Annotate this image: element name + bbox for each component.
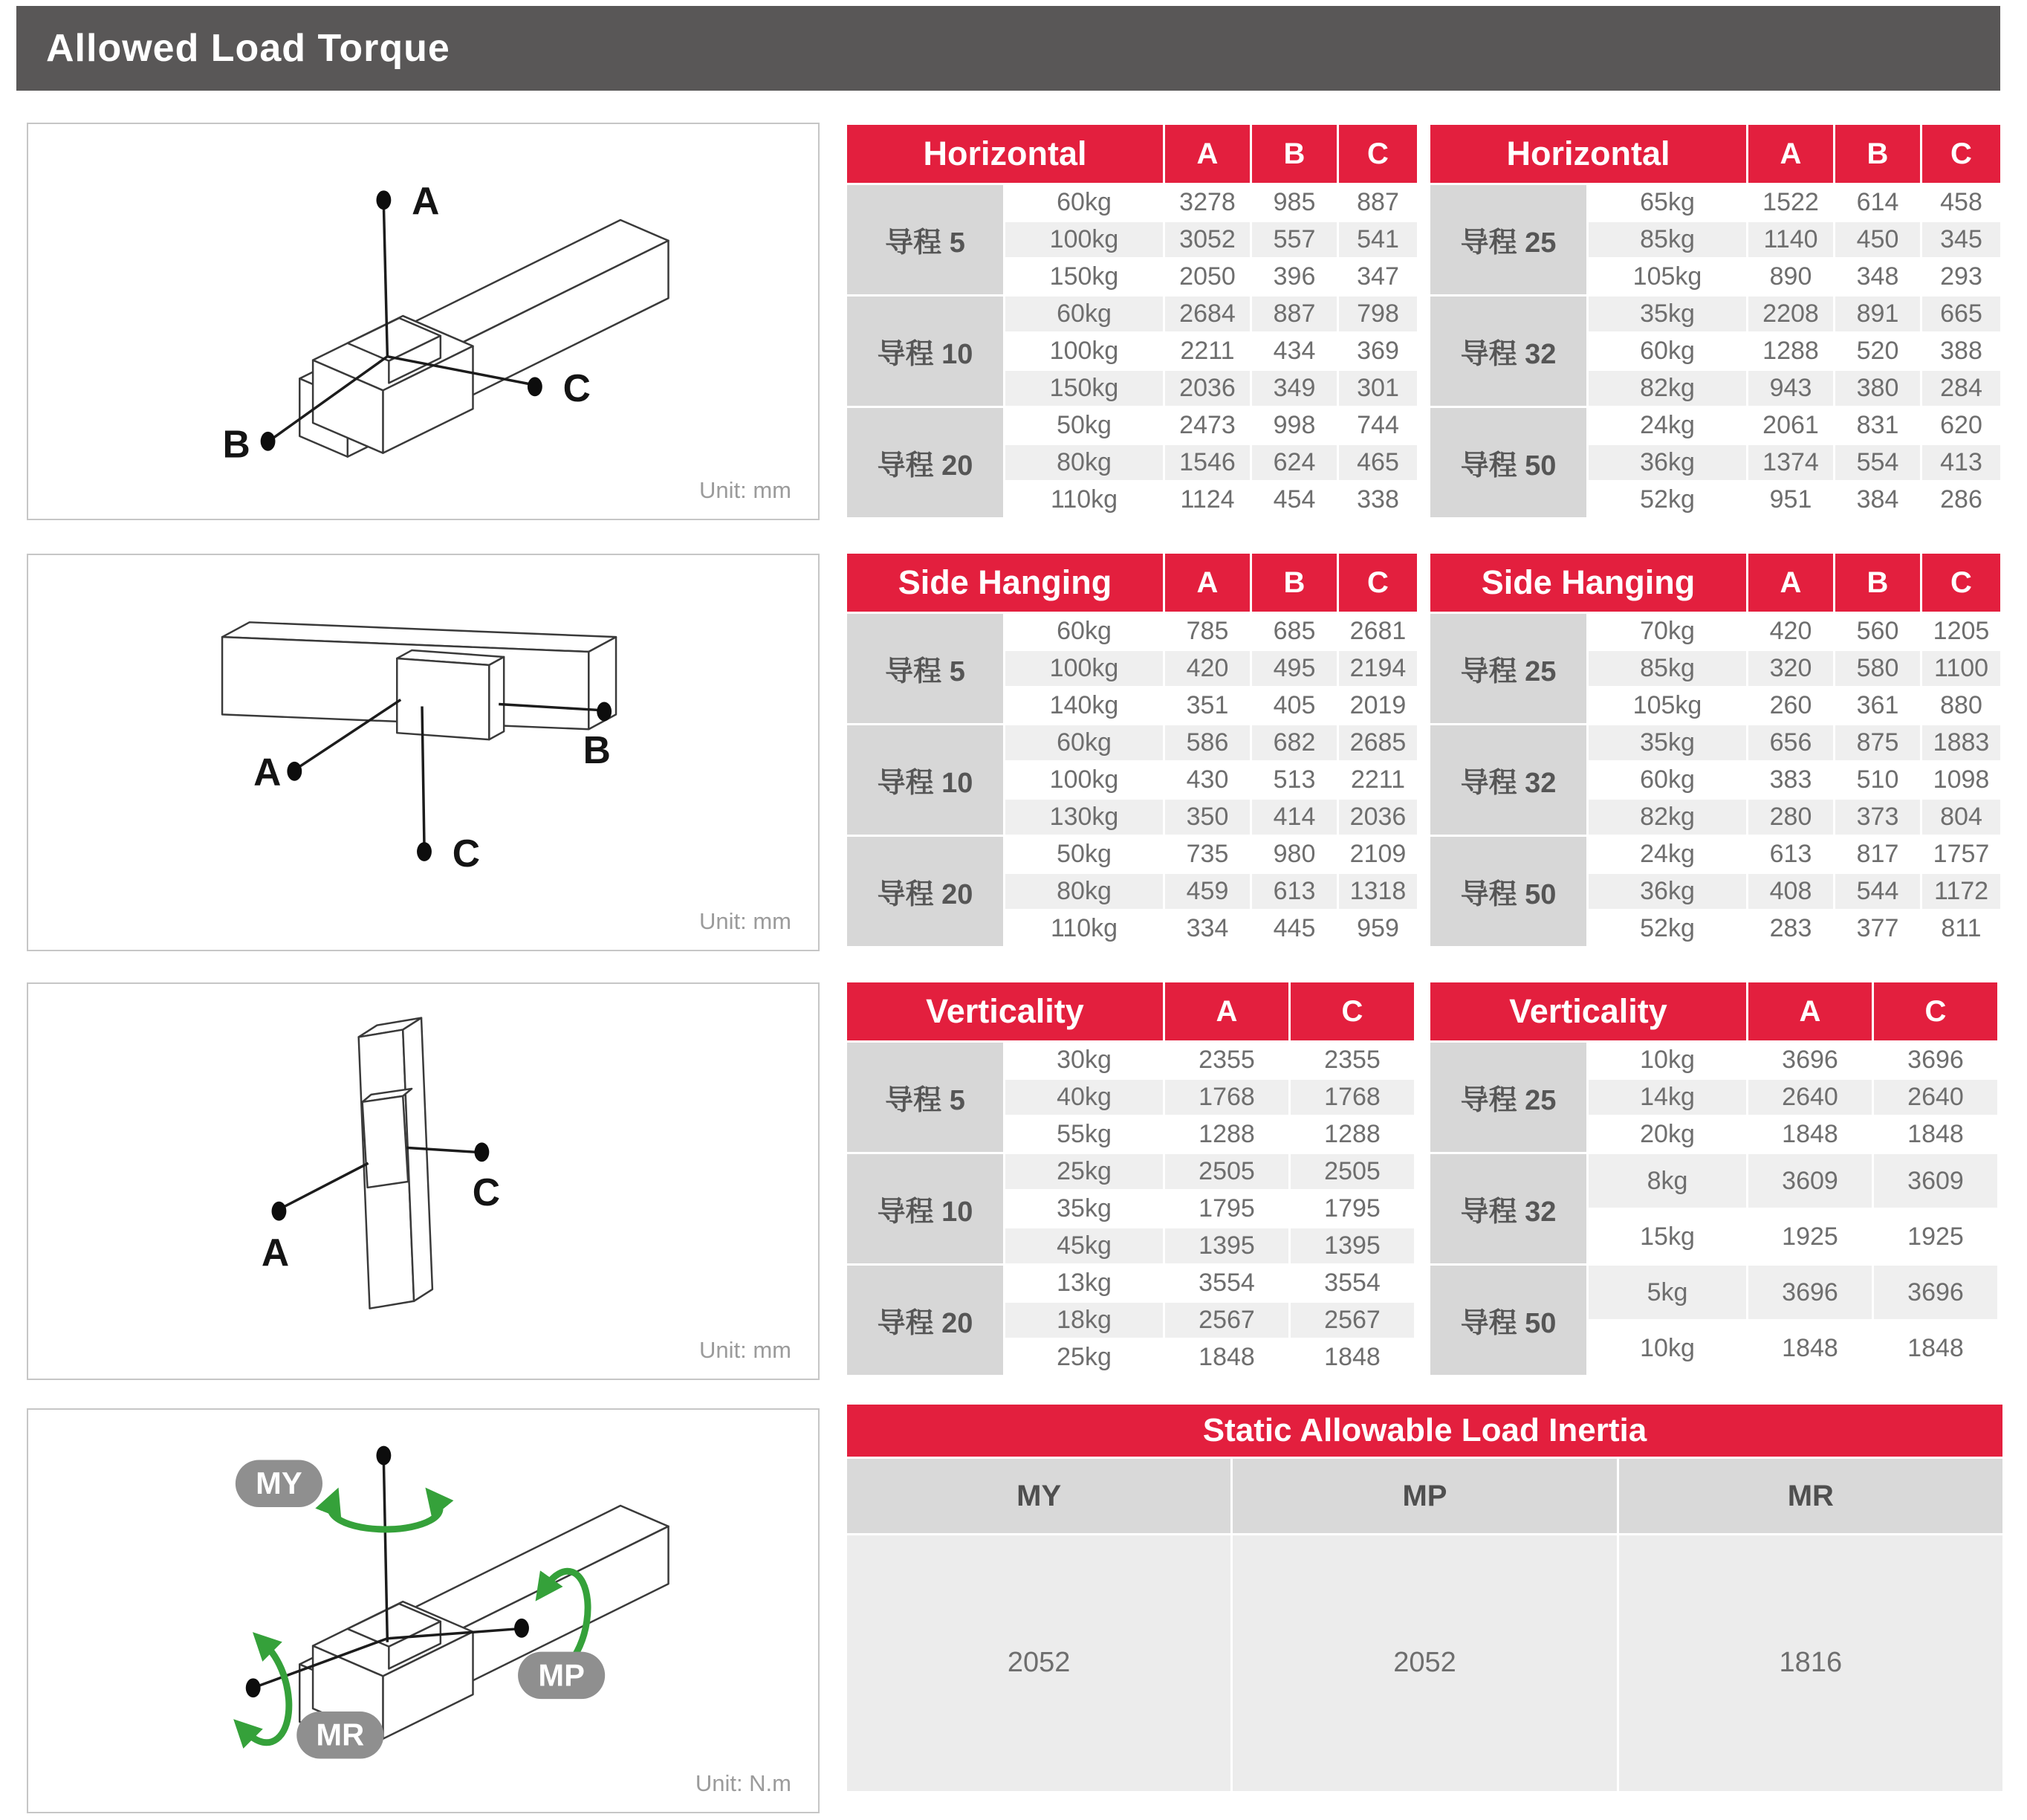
lead-label: 导程 20 [847,408,1003,517]
column-header-a: A [1748,982,1872,1040]
value-cell: 347 [1339,259,1417,294]
my-badge-label: MY [256,1466,302,1501]
value-cell: 3696 [1874,1043,1997,1078]
value-cell: 880 [1922,688,2000,723]
roll-axis-dot [246,1678,261,1697]
value-cell: 2473 [1165,408,1250,443]
value-cell: 495 [1252,651,1337,686]
value-cell: 459 [1165,874,1250,909]
column-header-b: B [1835,554,1920,612]
load-cell: 13kg [1005,1266,1163,1301]
value-cell: 943 [1748,371,1833,406]
load-cell: 65kg [1589,185,1746,220]
column-header-b: B [1252,554,1337,612]
value-cell: 1395 [1291,1228,1414,1263]
value-cell: 3696 [1748,1043,1872,1078]
value-cell: 682 [1252,725,1337,760]
load-cell: 8kg [1589,1154,1746,1208]
load-cell: 5kg [1589,1266,1746,1319]
moments-diagram-panel [27,1408,820,1813]
value-cell: 351 [1165,688,1250,723]
value-cell: 586 [1165,725,1250,760]
value-cell: 785 [1165,614,1250,649]
column-header-b: B [1835,125,1920,183]
load-cell: 110kg [1005,911,1163,946]
value-cell: 1395 [1165,1228,1288,1263]
side-hanging-right-table [1430,554,2000,946]
value-cell: 1205 [1922,614,2000,649]
value-cell: 2019 [1339,688,1417,723]
value-cell: 985 [1252,185,1337,220]
value-cell: 2684 [1165,297,1250,331]
axis-c-dot [528,377,542,396]
value-cell: 2505 [1165,1154,1288,1189]
axis-c-dot [417,842,432,861]
value-cell: 557 [1252,222,1337,257]
load-cell: 140kg [1005,688,1163,723]
table-title: Verticality [847,982,1163,1040]
axis-a-label: A [412,179,440,223]
column-header-a: A [1165,125,1250,183]
value-cell: 2355 [1291,1043,1414,1078]
value-cell: 554 [1835,445,1920,480]
pitch-axis-dot [514,1619,529,1638]
column-header-c: C [1922,554,2000,612]
value-cell: 413 [1922,445,2000,480]
lead-label: 导程 5 [847,185,1003,294]
horizontal-diagram-panel [27,123,820,520]
value-cell: 3052 [1165,222,1250,257]
axis-b-dot [597,702,612,722]
value-cell: 2681 [1339,614,1417,649]
load-cell: 60kg [1005,614,1163,649]
value-cell: 3609 [1748,1154,1872,1208]
load-cell: 15kg [1589,1210,1746,1263]
value-cell: 283 [1748,911,1833,946]
load-cell: 36kg [1589,874,1746,909]
value-cell: 959 [1339,911,1417,946]
value-cell: 544 [1835,874,1920,909]
value-cell: 286 [1922,482,2000,517]
mr-badge-label: MR [316,1717,365,1752]
value-cell: 980 [1252,837,1337,872]
value-cell: 2061 [1748,408,1833,443]
value-cell: 620 [1922,408,2000,443]
load-cell: 60kg [1005,725,1163,760]
value-cell: 350 [1165,800,1250,835]
horizontal-right-table [1430,125,2000,517]
value-cell: 349 [1252,371,1337,406]
value-cell: 1098 [1922,762,2000,797]
axis-b-label: B [583,728,611,771]
value-cell: 338 [1339,482,1417,517]
value-cell: 887 [1252,297,1337,331]
load-cell: 50kg [1005,837,1163,872]
axis-c-label: C [472,1170,501,1214]
mp-badge-label: MP [538,1657,585,1693]
value-cell: 450 [1835,222,1920,257]
value-cell: 798 [1339,297,1417,331]
value-cell: 1848 [1165,1340,1288,1375]
load-cell: 10kg [1589,1321,1746,1375]
side-hanging-diagram-panel [27,554,820,951]
load-cell: 100kg [1005,222,1163,257]
lead-label: 导程 50 [1430,408,1586,517]
table-title: Side Hanging [847,554,1163,612]
load-cell: 110kg [1005,482,1163,517]
value-cell: 2194 [1339,651,1417,686]
axis-a-dot [376,190,391,210]
value-cell: 1925 [1874,1210,1997,1263]
load-cell: 85kg [1589,651,1746,686]
load-cell: 60kg [1005,297,1163,331]
axis-b-dot [261,432,276,451]
value-cell: 624 [1252,445,1337,480]
lead-label: 导程 32 [1430,297,1586,406]
load-cell: 130kg [1005,800,1163,835]
value-cell: 613 [1748,837,1833,872]
load-cell: 105kg [1589,259,1746,294]
yaw-axis-dot [376,1446,391,1466]
table-title: Horizontal [1430,125,1746,183]
load-cell: 25kg [1005,1340,1163,1375]
table-title: Side Hanging [1430,554,1746,612]
lead-label: 导程 50 [1430,1266,1586,1375]
value-cell: 1795 [1165,1191,1288,1226]
axis-a-dot [272,1202,287,1221]
axis-b-label: B [222,422,250,466]
value-cell: 1848 [1748,1117,1872,1152]
lead-label: 导程 32 [1430,1154,1586,1263]
axis-c-label: C [562,366,591,410]
value-cell: 1768 [1291,1080,1414,1115]
value-cell: 560 [1835,614,1920,649]
load-cell: 24kg [1589,408,1746,443]
value-cell: 1925 [1748,1210,1872,1263]
value-cell: 744 [1339,408,1417,443]
inertia-column-header-mp: MP [1233,1459,1616,1533]
value-cell: 811 [1922,911,2000,946]
inertia-value-mp: 2052 [1233,1535,1616,1791]
moment-axes-diagram [28,1410,818,1812]
unit-label: Unit: mm [699,1337,791,1363]
value-cell: 1848 [1874,1321,1997,1375]
value-cell: 2355 [1165,1043,1288,1078]
lead-label: 导程 25 [1430,614,1586,723]
verticality-diagram-panel [27,982,820,1380]
value-cell: 2211 [1339,762,1417,797]
value-cell: 434 [1252,334,1337,369]
value-cell: 396 [1252,259,1337,294]
value-cell: 420 [1748,614,1833,649]
value-cell: 1848 [1874,1117,1997,1152]
value-cell: 831 [1835,408,1920,443]
value-cell: 301 [1339,371,1417,406]
column-header-a: A [1748,554,1833,612]
value-cell: 430 [1165,762,1250,797]
value-cell: 998 [1252,408,1337,443]
load-cell: 80kg [1005,445,1163,480]
value-cell: 2036 [1339,800,1417,835]
value-cell: 541 [1339,222,1417,257]
page-title-bar [16,6,2000,91]
inertia-table-title: Static Allowable Load Inertia [847,1405,2002,1457]
load-cell: 85kg [1589,222,1746,257]
value-cell: 2109 [1339,837,1417,872]
value-cell: 1288 [1748,334,1833,369]
carriage-front-face [363,1096,409,1188]
horizontal-orientation-diagram [28,124,818,519]
value-cell: 384 [1835,482,1920,517]
value-cell: 3554 [1291,1266,1414,1301]
side-hanging-orientation-diagram [28,555,818,950]
value-cell: 1522 [1748,185,1833,220]
horizontal-left-table [847,125,1417,517]
value-cell: 2685 [1339,725,1417,760]
value-cell: 1848 [1748,1321,1872,1375]
inertia-value-my: 2052 [847,1535,1230,1791]
value-cell: 3609 [1874,1154,1997,1208]
axis-a-label: A [253,750,282,794]
side-hanging-left-table [847,554,1417,946]
value-cell: 1172 [1922,874,2000,909]
load-cell: 35kg [1589,725,1746,760]
value-cell: 284 [1922,371,2000,406]
load-cell: 82kg [1589,800,1746,835]
value-cell: 3696 [1748,1266,1872,1319]
load-cell: 30kg [1005,1043,1163,1078]
value-cell: 1288 [1165,1117,1288,1152]
load-cell: 18kg [1005,1303,1163,1338]
load-cell: 70kg [1589,614,1746,649]
value-cell: 1100 [1922,651,2000,686]
value-cell: 1757 [1922,837,2000,872]
lead-label: 导程 5 [847,614,1003,723]
load-cell: 82kg [1589,371,1746,406]
value-cell: 613 [1252,874,1337,909]
load-cell: 60kg [1589,762,1746,797]
lead-label: 导程 10 [847,1154,1003,1263]
verticality-right-table [1430,982,1997,1375]
column-header-c: C [1339,125,1417,183]
column-header-a: A [1748,125,1833,183]
lead-label: 导程 10 [847,297,1003,406]
value-cell: 1546 [1165,445,1250,480]
column-header-c: C [1922,125,2000,183]
lead-label: 导程 20 [847,1266,1003,1375]
load-cell: 100kg [1005,334,1163,369]
value-cell: 3696 [1874,1266,1997,1319]
value-cell: 656 [1748,725,1833,760]
value-cell: 1848 [1291,1340,1414,1375]
axis-a-label: A [261,1231,290,1275]
load-cell: 52kg [1589,911,1746,946]
load-cell: 24kg [1589,837,1746,872]
value-cell: 320 [1748,651,1833,686]
carriage-right-face [489,657,504,739]
value-cell: 665 [1922,297,2000,331]
value-cell: 373 [1835,800,1920,835]
value-cell: 3278 [1165,185,1250,220]
lead-label: 导程 5 [847,1043,1003,1152]
load-cell: 50kg [1005,408,1163,443]
axis-a-line [282,1163,368,1208]
value-cell: 1883 [1922,725,2000,760]
static-load-inertia-table [847,1405,2002,1791]
column-header-c: C [1874,982,1997,1040]
value-cell: 614 [1835,185,1920,220]
value-cell: 377 [1835,911,1920,946]
load-cell: 14kg [1589,1080,1746,1115]
value-cell: 2567 [1291,1303,1414,1338]
value-cell: 465 [1339,445,1417,480]
value-cell: 735 [1165,837,1250,872]
load-cell: 35kg [1005,1191,1163,1226]
value-cell: 513 [1252,762,1337,797]
table-title: Verticality [1430,982,1746,1040]
value-cell: 520 [1835,334,1920,369]
value-cell: 405 [1252,688,1337,723]
value-cell: 2211 [1165,334,1250,369]
load-cell: 60kg [1005,185,1163,220]
value-cell: 510 [1835,762,1920,797]
value-cell: 334 [1165,911,1250,946]
verticality-orientation-diagram [28,984,818,1379]
load-cell: 100kg [1005,762,1163,797]
value-cell: 2640 [1748,1080,1872,1115]
unit-label: Unit: N.m [695,1770,791,1796]
load-cell: 20kg [1589,1117,1746,1152]
load-cell: 25kg [1005,1154,1163,1189]
load-cell: 105kg [1589,688,1746,723]
inertia-column-header-mr: MR [1619,1459,2002,1533]
inertia-column-header-my: MY [847,1459,1230,1533]
load-cell: 100kg [1005,651,1163,686]
value-cell: 875 [1835,725,1920,760]
value-cell: 887 [1339,185,1417,220]
value-cell: 420 [1165,651,1250,686]
value-cell: 2050 [1165,259,1250,294]
value-cell: 685 [1252,614,1337,649]
value-cell: 1795 [1291,1191,1414,1226]
value-cell: 890 [1748,259,1833,294]
load-cell: 150kg [1005,371,1163,406]
value-cell: 891 [1835,297,1920,331]
value-cell: 951 [1748,482,1833,517]
lead-label: 导程 50 [1430,837,1586,946]
value-cell: 1374 [1748,445,1833,480]
axis-c-label: C [452,831,480,875]
value-cell: 414 [1252,800,1337,835]
load-cell: 36kg [1589,445,1746,480]
load-cell: 35kg [1589,297,1746,331]
value-cell: 445 [1252,911,1337,946]
value-cell: 260 [1748,688,1833,723]
unit-label: Unit: mm [699,908,791,934]
axis-c-dot [474,1142,489,1162]
table-title: Horizontal [847,125,1163,183]
value-cell: 1140 [1748,222,1833,257]
load-cell: 52kg [1589,482,1746,517]
value-cell: 2036 [1165,371,1250,406]
value-cell: 1288 [1291,1117,1414,1152]
value-cell: 388 [1922,334,2000,369]
value-cell: 293 [1922,259,2000,294]
value-cell: 348 [1835,259,1920,294]
value-cell: 2640 [1874,1080,1997,1115]
column-header-c: C [1291,982,1414,1040]
value-cell: 2208 [1748,297,1833,331]
value-cell: 1318 [1339,874,1417,909]
load-cell: 40kg [1005,1080,1163,1115]
value-cell: 2567 [1165,1303,1288,1338]
value-cell: 804 [1922,800,2000,835]
value-cell: 380 [1835,371,1920,406]
load-cell: 80kg [1005,874,1163,909]
lead-label: 导程 25 [1430,185,1586,294]
value-cell: 580 [1835,651,1920,686]
load-cell: 45kg [1005,1228,1163,1263]
value-cell: 817 [1835,837,1920,872]
value-cell: 280 [1748,800,1833,835]
load-cell: 60kg [1589,334,1746,369]
lead-label: 导程 10 [847,725,1003,835]
verticality-left-table [847,982,1414,1375]
load-cell: 10kg [1589,1043,1746,1078]
value-cell: 369 [1339,334,1417,369]
value-cell: 383 [1748,762,1833,797]
column-header-b: B [1252,125,1337,183]
value-cell: 345 [1922,222,2000,257]
value-cell: 1768 [1165,1080,1288,1115]
value-cell: 1124 [1165,482,1250,517]
column-header-a: A [1165,982,1288,1040]
column-header-a: A [1165,554,1250,612]
value-cell: 2505 [1291,1154,1414,1189]
axis-a-dot [287,762,302,781]
lead-label: 导程 32 [1430,725,1586,835]
value-cell: 454 [1252,482,1337,517]
load-cell: 150kg [1005,259,1163,294]
lead-label: 导程 20 [847,837,1003,946]
load-cell: 55kg [1005,1117,1163,1152]
column-header-c: C [1339,554,1417,612]
value-cell: 458 [1922,185,2000,220]
value-cell: 3554 [1165,1266,1288,1301]
carriage-front-face [397,658,489,739]
page-title: Allowed Load Torque [46,27,450,70]
inertia-value-mr: 1816 [1619,1535,2002,1791]
lead-label: 导程 25 [1430,1043,1586,1152]
value-cell: 361 [1835,688,1920,723]
unit-label: Unit: mm [699,477,791,503]
value-cell: 408 [1748,874,1833,909]
